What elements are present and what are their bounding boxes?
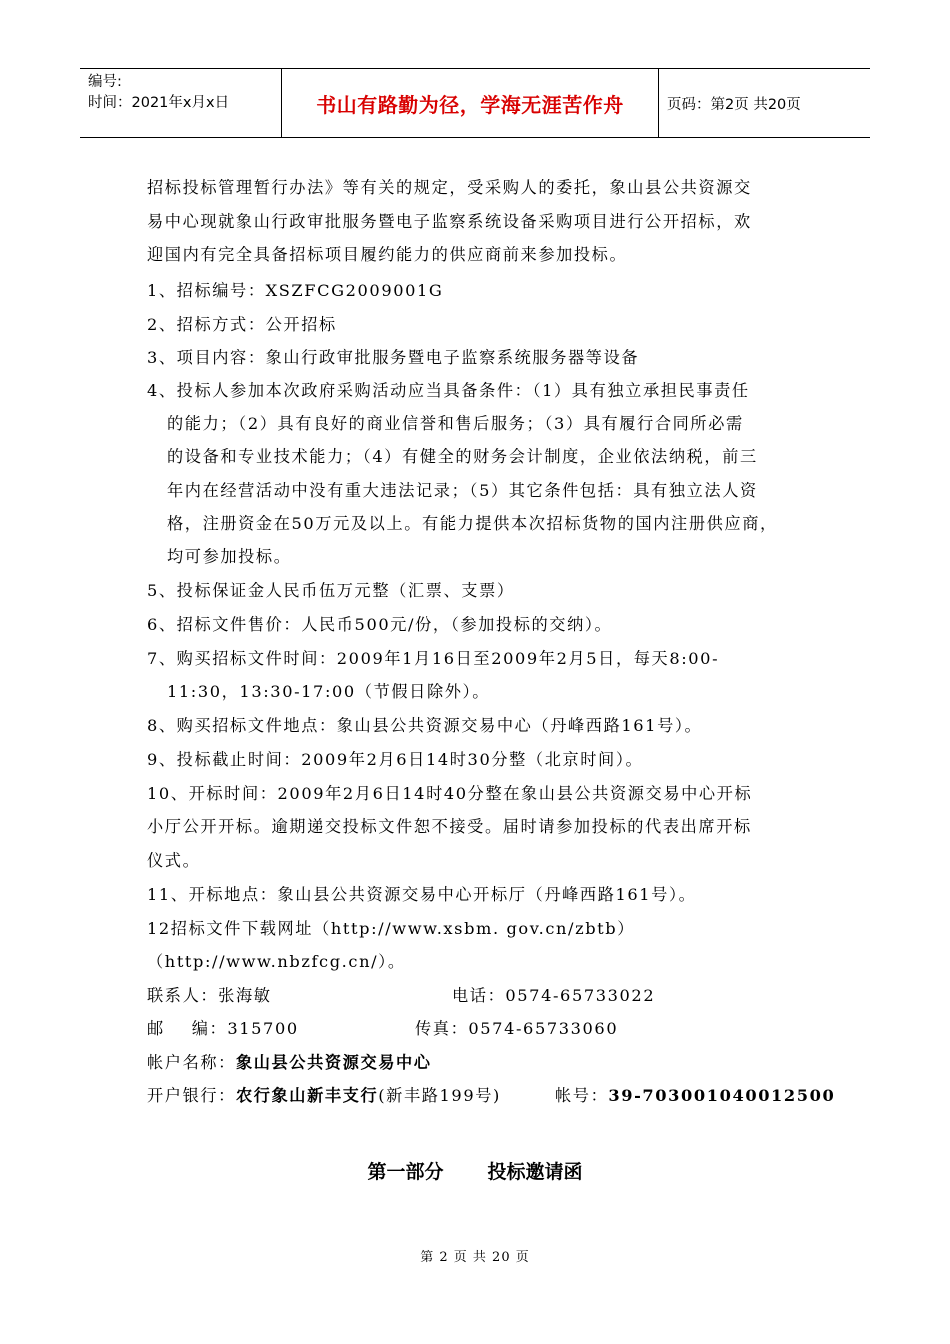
contact-phone-value: 0574-65733022 bbox=[505, 986, 656, 1005]
header-page-info: 页码：第2页 共20页 bbox=[667, 96, 801, 113]
time-label: 时间：2021年x月x日 bbox=[88, 95, 230, 111]
bank-address: (新丰路199号) bbox=[378, 1086, 501, 1105]
item-qualifications-cont: 均可参加投标。 bbox=[167, 547, 292, 566]
contact-phone bbox=[452, 982, 655, 1006]
item-opening-time: 10、开标时间：2009年2月6日14时40分整在象山县公共资源交易中心开标 bbox=[147, 784, 753, 803]
item-purchase-time: 7、购买招标文件时间：2009年1月16日至2009年2月5日，每天8:00- bbox=[147, 649, 720, 668]
section-name: 投标邀请函 bbox=[487, 1161, 583, 1183]
bank-info bbox=[147, 1082, 501, 1106]
bank-label: 开户银行： bbox=[147, 1086, 236, 1105]
number-label: 编号: bbox=[88, 74, 122, 90]
account-number-label: 帐号： bbox=[555, 1086, 609, 1105]
item-bid-method: 2、招标方式：公开招标 bbox=[147, 315, 337, 334]
contact-zip-label: 邮 编： bbox=[147, 1019, 228, 1038]
item-opening-time-cont: 仪式。 bbox=[147, 851, 201, 870]
item-download-url-cont: （http://www.nbzfcg.cn/）。 bbox=[147, 952, 406, 971]
section-title bbox=[0, 1157, 950, 1184]
item-purchase-time-cont: 11:30，13:30-17:00（节假日除外）。 bbox=[167, 682, 491, 701]
contact-person-label: 联系人： bbox=[147, 986, 219, 1005]
intro-line: 招标投标管理暂行办法》等有关的规定，受采购人的委托，象山县公共资源交 bbox=[147, 178, 752, 197]
item-qualifications-cont: 年内在经营活动中没有重大违法记录；（5）其它条件包括：具有独立法人资 bbox=[167, 481, 758, 500]
account-name-value: 象山县公共资源交易中心 bbox=[235, 1053, 432, 1072]
section-part: 第一部分 bbox=[367, 1161, 444, 1183]
item-qualifications-cont: 的能力；（2）具有良好的商业信誉和售后服务；（3）具有履行合同所必需 bbox=[167, 414, 744, 433]
item-qualifications: 4、投标人参加本次政府采购活动应当具备条件：（1）具有独立承担民事责任 bbox=[147, 381, 750, 400]
item-opening-place: 11、开标地点：象山县公共资源交易中心开标厅（丹峰西路161号）。 bbox=[147, 885, 697, 904]
contact-fax bbox=[415, 1015, 618, 1039]
item-deadline: 9、投标截止时间：2009年2月6日14时30分整（北京时间）。 bbox=[147, 750, 644, 769]
item-qualifications-cont: 格，注册资金在50万元及以上。有能力提供本次招标货物的国内注册供应商， bbox=[167, 514, 778, 533]
contact-fax-value: 0574-65733060 bbox=[468, 1019, 619, 1038]
page-header bbox=[80, 68, 870, 138]
item-qualifications-cont: 的设备和专业技术能力；（4）有健全的财务会计制度，企业依法纳税，前三 bbox=[167, 447, 758, 466]
item-purchase-place: 8、购买招标文件地点：象山县公共资源交易中心（丹峰西路161号）。 bbox=[147, 716, 703, 735]
item-project-content: 3、项目内容：象山行政审批服务暨电子监察系统服务器等设备 bbox=[147, 348, 640, 367]
intro-line: 迎国内有完全具备招标项目履约能力的供应商前来参加投标。 bbox=[147, 245, 628, 264]
account-number bbox=[555, 1082, 835, 1106]
bank-value: 农行象山新丰支行 bbox=[235, 1086, 379, 1105]
contact-person-value: 张海敏 bbox=[218, 986, 272, 1005]
page-footer: 第 2 页 共 20 页 bbox=[420, 1250, 530, 1265]
item-download-url: 12招标文件下载网址（http://www.xsbm. gov.cn/zbtb） bbox=[147, 919, 636, 938]
account-name bbox=[147, 1049, 432, 1073]
account-name-label: 帐户名称： bbox=[147, 1053, 236, 1072]
contact-fax-label: 传真： bbox=[415, 1019, 469, 1038]
contact-phone-label: 电话： bbox=[452, 986, 506, 1005]
item-opening-time-cont: 小厅公开开标。逾期递交投标文件恕不接受。届时请参加投标的代表出席开标 bbox=[147, 817, 752, 836]
item-deposit: 5、投标保证金人民币伍万元整（汇票、支票） bbox=[147, 581, 515, 600]
account-number-value: 39-703001040012500 bbox=[608, 1086, 836, 1105]
contact-person bbox=[147, 982, 272, 1006]
contact-zip-value: 315700 bbox=[227, 1019, 299, 1038]
header-motto: 书山有路勤为径，学海无涯苦作舟 bbox=[282, 69, 659, 137]
item-document-price: 6、招标文件售价：人民币500元/份，（参加投标的交纳）。 bbox=[147, 615, 613, 634]
intro-line: 易中心现就象山行政审批服务暨电子监察系统设备采购项目进行公开招标，欢 bbox=[147, 212, 752, 231]
contact-zip bbox=[147, 1015, 299, 1039]
item-bid-number: 1、招标编号：XSZFCG2009001G bbox=[147, 281, 444, 300]
header-meta bbox=[80, 69, 282, 137]
